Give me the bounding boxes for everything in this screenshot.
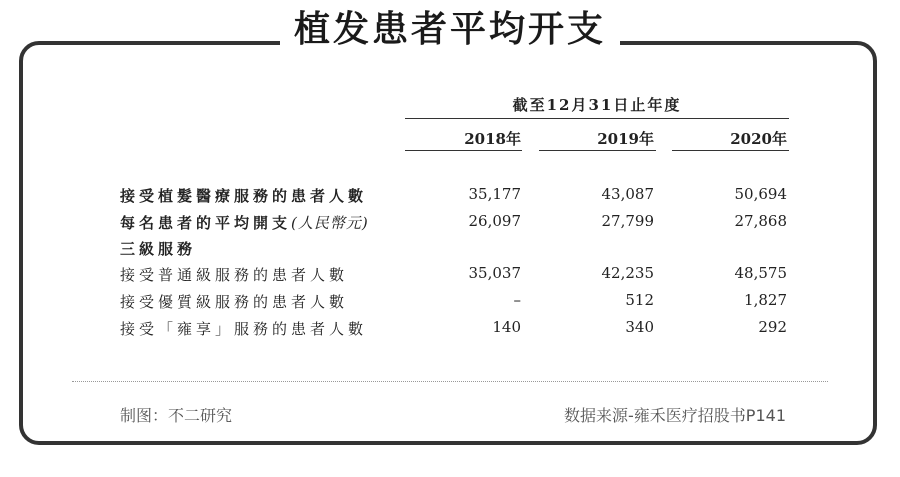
row-unit: (人民幣元) [291, 214, 369, 232]
table-cell: 340 [625, 318, 654, 336]
row-label-avg-spend [120, 212, 369, 233]
table-cell: 512 [625, 291, 654, 309]
year-rule-2018 [405, 150, 522, 151]
table-cell: 48,575 [734, 264, 787, 282]
table-cell: 27,868 [734, 212, 787, 230]
row-label: 接受普通級服務的患者人數 [120, 266, 349, 284]
table-cell: 50,694 [734, 185, 787, 203]
source-note: 数据来源-雍禾医疗招股书P141 [564, 406, 786, 425]
table-cell: 292 [758, 318, 787, 336]
year-rule-2019 [539, 150, 656, 151]
year-header-2020: 2020年 [730, 130, 787, 148]
row-label: 接受「雍享」服務的患者人數 [120, 320, 368, 338]
table-cell: 35,177 [468, 185, 521, 203]
table-cell: – [513, 291, 521, 309]
table-cell: 43,087 [601, 185, 654, 203]
row-label-text: 每名患者的平均開支 [120, 214, 292, 232]
header-rule [405, 118, 789, 119]
section-heading: 三級服務 [120, 240, 197, 258]
table-cell: 26,097 [468, 212, 521, 230]
footer-divider [72, 381, 828, 382]
row-label: 接受植髮醫療服務的患者人數 [120, 187, 368, 205]
table-cell: 27,799 [601, 212, 654, 230]
year-header-2019: 2019年 [597, 130, 654, 148]
period-header: 截至12月31日止年度 [512, 96, 682, 114]
table-cell: 35,037 [468, 264, 521, 282]
table-cell: 140 [492, 318, 521, 336]
row-label: 接受優質級服務的患者人數 [120, 293, 349, 311]
year-header-2018: 2018年 [464, 130, 521, 148]
table-cell: 42,235 [601, 264, 654, 282]
author-credit: 制图：不二研究 [120, 406, 233, 425]
page-title: 植发患者平均开支 [280, 6, 620, 54]
year-rule-2020 [672, 150, 789, 151]
table-cell: 1,827 [744, 291, 787, 309]
